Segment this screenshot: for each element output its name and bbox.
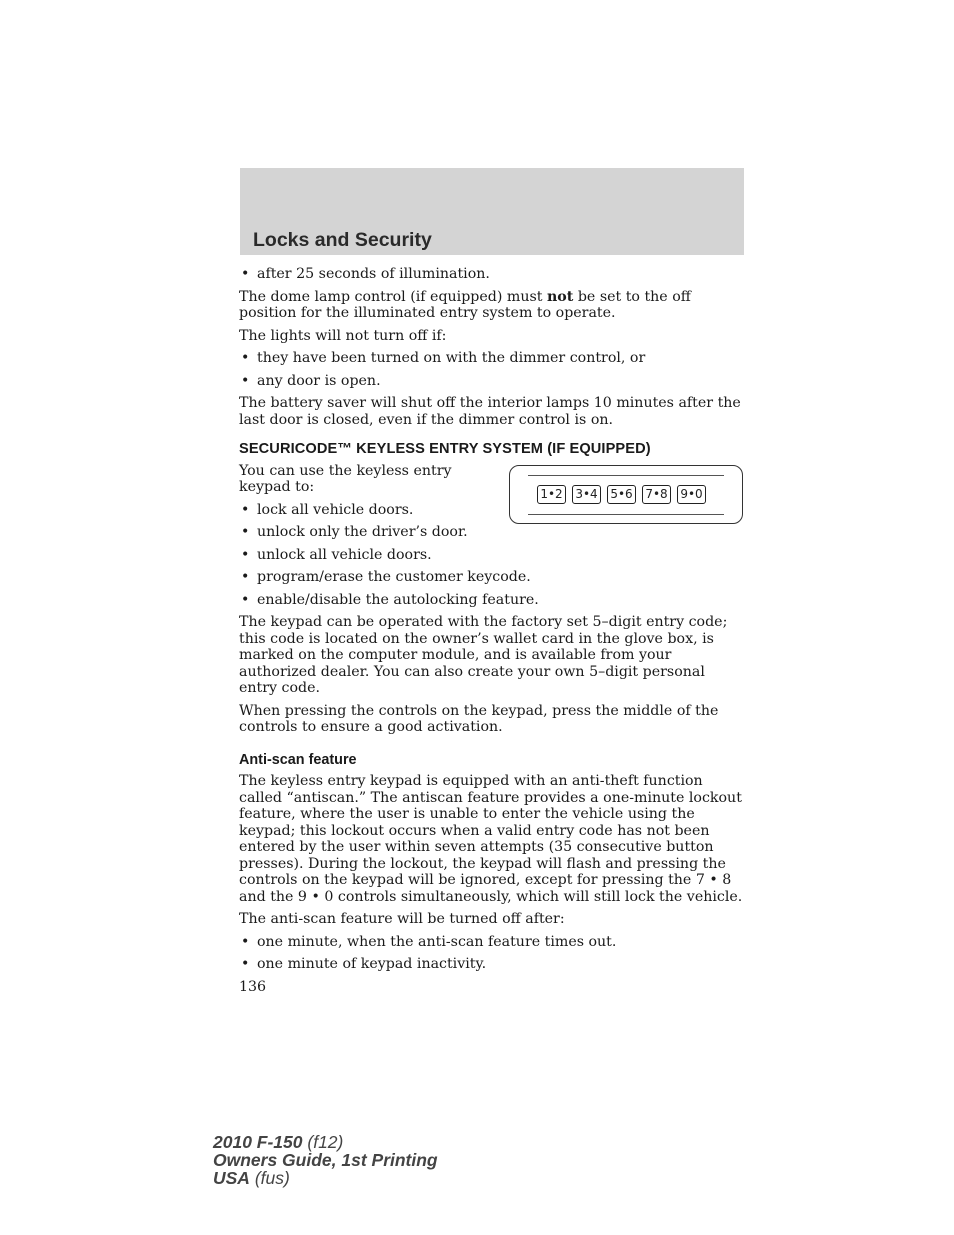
footer-line <box>213 1133 438 1151</box>
keypad-key: 5•6 <box>607 485 636 504</box>
footer-line <box>213 1169 438 1187</box>
list-item-text: enable/disable the autolocking feature. <box>257 591 539 608</box>
list-item <box>239 524 744 541</box>
footer-text: (f12) <box>302 1132 344 1152</box>
footer-text: USA <box>213 1168 250 1188</box>
list-item-text: unlock all vehicle doors. <box>257 546 432 563</box>
keypad-lead-paragraph: You can use the keyless entry keypad to: <box>239 462 452 495</box>
text-run: be set to the off position for the illuminated entry system to operate. <box>239 288 691 321</box>
list-item-text: one minute, when the anti-scan feature times out. <box>257 933 617 950</box>
list-item <box>239 350 744 367</box>
list-item-text: after 25 seconds of illumination. <box>257 266 490 282</box>
bullet-icon: • <box>241 524 250 540</box>
list-item <box>239 547 744 564</box>
bullet-icon: • <box>241 350 250 366</box>
list-item-text: any door is open. <box>257 372 381 389</box>
dome-lamp-paragraph <box>239 289 744 322</box>
bullet-icon: • <box>241 372 250 389</box>
list-item <box>239 569 744 586</box>
list-item-text: unlock only the driver’s door. <box>257 524 468 540</box>
list-item-text: one minute of keypad inactivity. <box>257 956 487 972</box>
factory-code-paragraph: The keypad can be operated with the factory set 5–digit entry code; this code is located on the owner’s wallet card in the glove box, is marked on the computer module, and is available from your authorized dealer. You can also create your own 5–digit personal entry code. <box>239 614 728 696</box>
securicode-heading: SECURICODE™ KEYLESS ENTRY SYSTEM (IF EQUIPPED) <box>239 441 651 457</box>
list-item <box>239 956 744 973</box>
bullet-icon: • <box>241 933 250 950</box>
antiscan-off-paragraph: The anti-scan feature will be turned off after: <box>239 911 565 927</box>
footer-text: (fus) <box>249 1168 290 1188</box>
bullet-icon: • <box>241 266 250 282</box>
footer-text: Owners Guide, 1st Printing <box>213 1150 438 1170</box>
list-item <box>239 373 744 390</box>
text-run: The dome lamp control (if equipped) must <box>239 288 547 305</box>
keypad-key: 9•0 <box>677 485 706 504</box>
bullet-icon: • <box>241 501 250 518</box>
lights-paragraph: The lights will not turn off if: <box>239 327 447 344</box>
keypad-key: 1•2 <box>537 485 566 504</box>
keypad-line <box>528 475 724 476</box>
pressing-controls-paragraph: When pressing the controls on the keypad, press the middle of the controls to ensure a good activation. <box>239 702 719 735</box>
page-content <box>239 266 744 995</box>
antiscan-heading: Anti-scan feature <box>239 751 357 768</box>
battery-saver-paragraph: The battery saver will shut off the interior lamps 10 minutes after the last door is closed, even if the dimmer control is on. <box>239 395 741 428</box>
bullet-icon: • <box>241 569 250 585</box>
section-title: Locks and Security <box>253 229 432 251</box>
keypad-key: 7•8 <box>642 485 671 504</box>
bullet-icon: • <box>241 546 250 563</box>
keypad-key: 3•4 <box>572 485 601 504</box>
bullet-icon: • <box>241 956 250 972</box>
footer-line <box>213 1151 438 1169</box>
print-footer <box>213 1133 438 1187</box>
list-item-text: they have been turned on with the dimmer control, or <box>257 350 646 366</box>
emphasis-text: not <box>546 288 574 305</box>
section-header <box>240 168 744 255</box>
list-item <box>239 592 744 609</box>
page-number: 136 <box>239 978 267 995</box>
list-item-text: lock all vehicle doors. <box>257 501 414 518</box>
list-item <box>239 266 744 283</box>
footer-text: 2010 F-150 <box>213 1132 303 1152</box>
list-item <box>239 502 744 519</box>
keypad-section <box>239 463 744 609</box>
list-item-text: program/erase the customer keycode. <box>257 569 531 585</box>
bullet-icon: • <box>241 591 250 608</box>
antiscan-paragraph: The keyless entry keypad is equipped with an anti-theft function called “antiscan.” The antiscan feature provides a one-minute lockout feature, where the user is unable to enter the vehicle using the keypad; this lockout occurs when a valid entry code has not been entered by the user within seven attempts (35 consecutive button presses). During the lockout, the keypad will flash and pressing the controls on the keypad will be ignored, except for pressing the 7 • 8 and the 9 • 0 controls simultaneously, which will still lock the vehicle. <box>239 773 743 905</box>
list-item <box>239 934 744 951</box>
